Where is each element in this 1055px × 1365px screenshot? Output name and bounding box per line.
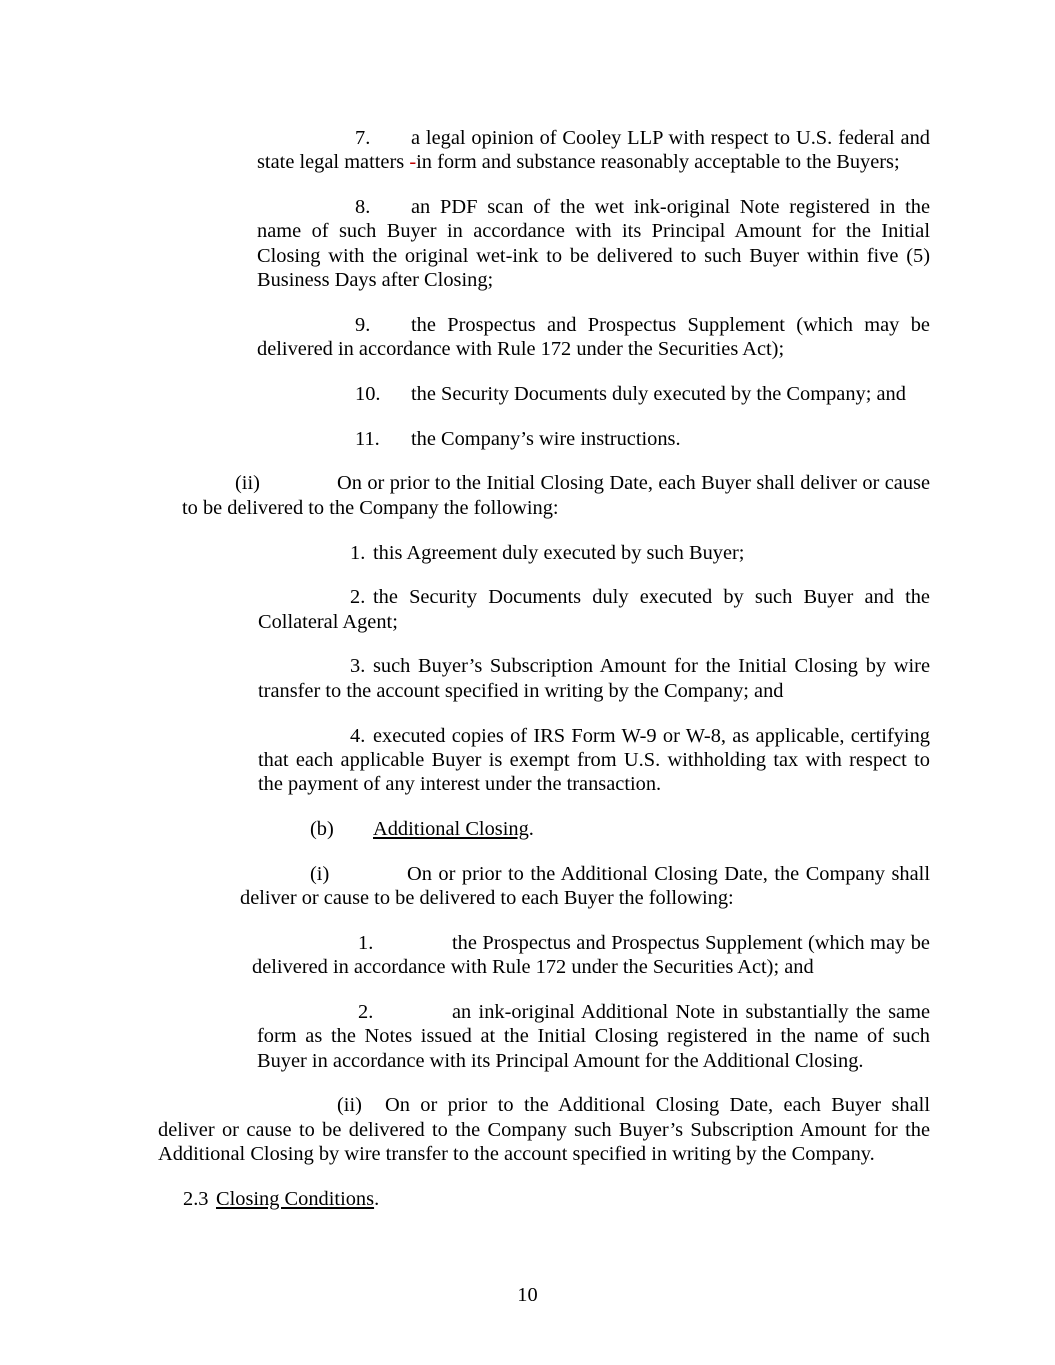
buyer-item-1 bbox=[258, 541, 930, 565]
section-title: Additional Closing bbox=[373, 817, 529, 840]
item-number: 7. bbox=[355, 127, 371, 149]
clause-a-ii bbox=[182, 471, 930, 520]
item-number: 2. bbox=[350, 586, 366, 609]
item-number: 3. bbox=[350, 655, 366, 678]
clause-item-8 bbox=[257, 195, 930, 292]
item-text: the Company’s wire instructions. bbox=[411, 427, 681, 450]
item-text: executed copies of IRS Form W-9 or W-8, as applicable, certifying that each applicable Buyer is exempt from U.S. withholding tax with respect to the payment of any interest under the transaction. bbox=[258, 724, 930, 796]
item-number: 11. bbox=[355, 427, 380, 450]
section-title-period: . bbox=[374, 1187, 380, 1210]
section-b-heading bbox=[310, 817, 930, 841]
item-number: 8. bbox=[355, 196, 371, 219]
buyer-item-3 bbox=[258, 654, 930, 703]
document-body bbox=[155, 126, 930, 1232]
clause-b-ii bbox=[158, 1093, 930, 1166]
clause-label: (ii) bbox=[337, 1094, 362, 1117]
section-number: 2.3 bbox=[183, 1187, 209, 1210]
item-text: this Agreement duly executed by such Buyer; bbox=[373, 541, 745, 564]
page-number: 10 bbox=[517, 1284, 538, 1306]
buyer-item-4 bbox=[258, 724, 930, 797]
item-text: an PDF scan of the wet ink-original Note registered in the name of such Buyer in accordance with its Principal Amount for the Initial Closing with the original wet-ink to be delivered to such Buyer within five (5) Business Days after Closing; bbox=[257, 196, 930, 291]
item-text: the Security Documents duly executed by the Company; and bbox=[411, 382, 906, 405]
item-text: an ink-original Additional Note in substantially the same form as the Notes issued at the Initial Closing registered in the name of such Buyer in accordance with its Principal Amount for the Additional Closing. bbox=[257, 1000, 930, 1072]
clause-b-i bbox=[240, 862, 930, 911]
item-text: the Prospectus and Prospectus Supplement (which may be delivered in accordance with Rule 172 under the Securities Act); and bbox=[252, 931, 930, 979]
clause-text: On or prior to the Initial Closing Date, each Buyer shall deliver or cause to be delivered to the Company the following: bbox=[182, 472, 930, 519]
clause-text: On or prior to the Additional Closing Date, the Company shall deliver or cause to be delivered to each Buyer the following: bbox=[240, 862, 930, 910]
clause-label: (i) bbox=[310, 862, 330, 885]
item-number: 10. bbox=[355, 382, 381, 405]
section-label: (b) bbox=[310, 817, 334, 840]
section-2-3-heading bbox=[183, 1187, 930, 1211]
additional-item-2 bbox=[257, 1000, 930, 1073]
item-number: 1. bbox=[350, 541, 366, 564]
clause-item-10 bbox=[257, 382, 930, 406]
clause-label: (ii) bbox=[235, 472, 260, 495]
item-text: the Security Documents duly executed by such Buyer and the Collateral Agent; bbox=[258, 586, 930, 633]
item-number: 2. bbox=[358, 1000, 374, 1023]
clause-text: On or prior to the Additional Closing Date, each Buyer shall deliver or cause to be delivered to the Company such Buyer’s Subscription Amount for the Additional Closing by wire transfer to the account specified in writing by the Company. bbox=[158, 1094, 930, 1165]
tracked-deletion-mark: - bbox=[409, 151, 417, 174]
item-text-after-deletion: in form and substance reasonably acceptable to the Buyers; bbox=[416, 151, 900, 174]
section-title: Closing Conditions bbox=[216, 1187, 375, 1210]
item-number: 9. bbox=[355, 313, 371, 336]
clause-item-9 bbox=[257, 313, 930, 362]
section-title-period: . bbox=[528, 817, 534, 840]
additional-item-1 bbox=[252, 931, 930, 980]
buyer-item-2 bbox=[258, 585, 930, 634]
clause-item-7 bbox=[257, 126, 930, 175]
item-number: 1. bbox=[358, 931, 374, 954]
item-number: 4. bbox=[350, 724, 366, 747]
item-text-before-deletion: a legal opinion of Cooley LLP with respect to U.S. federal and state legal matters bbox=[257, 127, 930, 174]
item-text: such Buyer’s Subscription Amount for the Initial Closing by wire transfer to the account specified in writing by the Company; and bbox=[258, 655, 930, 702]
clause-item-11 bbox=[257, 427, 930, 451]
item-text: the Prospectus and Prospectus Supplement (which may be delivered in accordance with Rule 172 under the Securities Act); bbox=[257, 313, 930, 361]
